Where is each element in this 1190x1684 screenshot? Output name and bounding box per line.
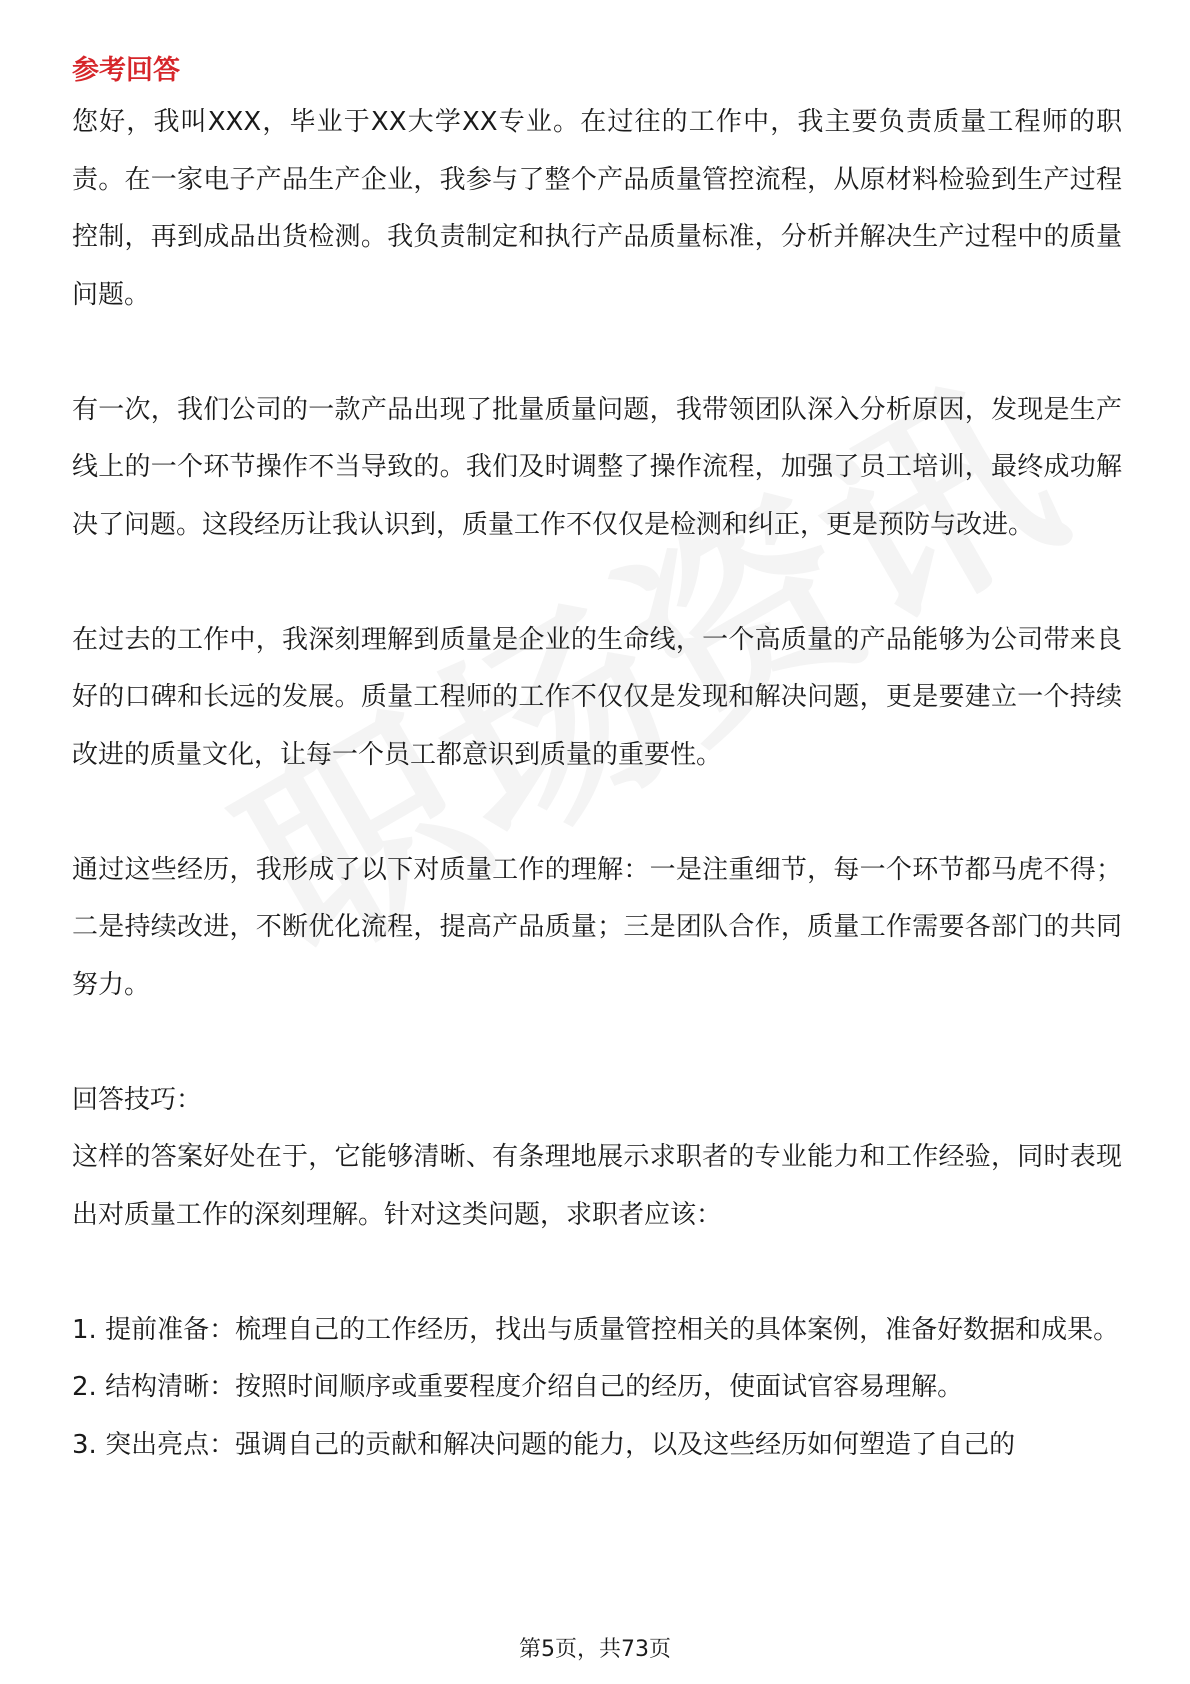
- tips-label: 回答技巧：: [72, 1084, 203, 1115]
- paragraph-gap: [72, 784, 1122, 842]
- document-body: [72, 48, 1122, 1474]
- list-item: 3. 突出亮点：强调自己的贡献和解决问题的能力，以及这些经历如何塑造了自己的: [72, 1429, 1016, 1460]
- list-item: 2. 结构清晰：按照时间顺序或重要程度介绍自己的经历，使面试官容易理解。: [72, 1372, 964, 1402]
- paragraph-intro: 您好，我叫XXX，毕业于XX大学XX专业。在过往的工作中，我主要负责质量工程师的职责。在一家电子产品生产企业，我参与了整个产品质量管控流程，从原材料检验到生产过程控制，再到成品出货检测。我负责制定和执行产品质量标准，分析并解决生产过程中的质量问题。: [72, 107, 1122, 310]
- paragraph-understanding: 在过去的工作中，我深刻理解到质量是企业的生命线，一个高质量的产品能够为公司带来良好的口碑和长远的发展。质量工程师的工作不仅仅是发现和解决问题，更是要建立一个持续改进的质量文化，让每一个员工都意识到质量的重要性。: [72, 624, 1122, 770]
- paragraph-summary: 通过这些经历，我形成了以下对质量工作的理解：一是注重细节，每一个环节都马虎不得；二是持续改进，不断优化流程，提高产品质量；三是团队合作，质量工作需要各部门的共同努力。: [72, 854, 1122, 1000]
- paragraph-gap: [72, 1244, 1122, 1302]
- paragraph-experience: 有一次，我们公司的一款产品出现了批量质量问题，我带领团队深入分析原因，发现是生产线上的一个环节操作不当导致的。我们及时调整了操作流程，加强了员工培训，最终成功解决了问题。这段经历让我认识到，质量工作不仅仅是检测和纠正，更是预防与改进。: [72, 394, 1122, 540]
- paragraph-tips: 这样的答案好处在于，它能够清晰、有条理地展示求职者的专业能力和工作经验，同时表现出对质量工作的深刻理解。针对这类问题，求职者应该：: [72, 1142, 1122, 1230]
- paragraph-gap: [72, 324, 1122, 382]
- list-item: 1. 提前准备：梳理自己的工作经历，找出与质量管控相关的具体案例，准备好数据和成果。: [72, 1314, 1120, 1345]
- paragraph-gap: [72, 1014, 1122, 1072]
- paragraph-gap: [72, 554, 1122, 612]
- page-footer: 第5页，共73页: [519, 1637, 671, 1662]
- section-heading: 参考回答: [72, 55, 180, 86]
